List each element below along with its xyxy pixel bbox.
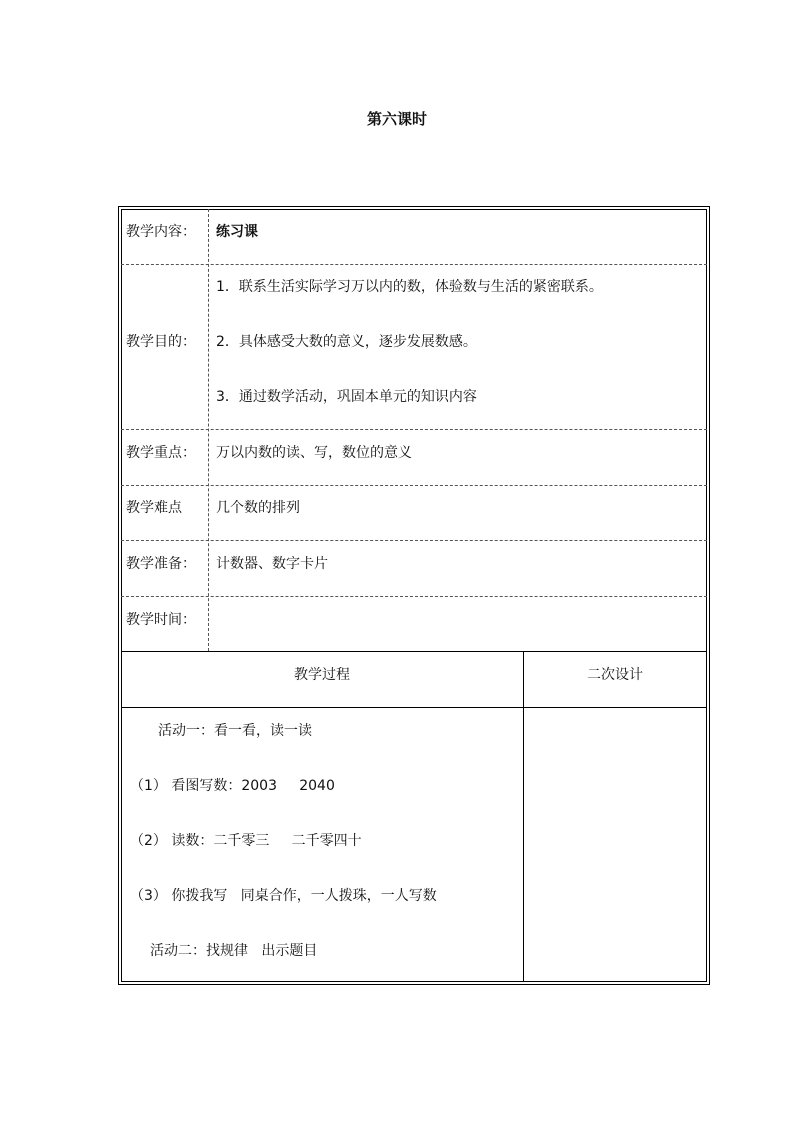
difficulty-value: 几个数的排列 bbox=[216, 500, 300, 516]
row-divider bbox=[121, 651, 707, 652]
objective-item: 1．联系生活实际学习万以内的数，体验数与生活的紧密联系。 bbox=[216, 279, 603, 295]
objective-item: 2．具体感受大数的意义，逐步发展数感。 bbox=[216, 334, 477, 350]
objective-item: 3．通过数学活动，巩固本单元的知识内容 bbox=[216, 389, 477, 405]
time-label: 教学时间： bbox=[126, 612, 196, 628]
column-divider bbox=[523, 651, 524, 982]
objective-label: 教学目的： bbox=[126, 334, 196, 350]
difficulty-label: 教学难点 bbox=[126, 500, 182, 516]
design-header: 二次设计 bbox=[587, 667, 643, 683]
process-line: （1） 看图写数：2003 2040 bbox=[130, 778, 335, 794]
process-header: 教学过程 bbox=[294, 667, 350, 683]
key-point-value: 万以内数的读、写，数位的意义 bbox=[216, 445, 412, 461]
key-point-label: 教学重点： bbox=[126, 445, 196, 461]
process-line: 活动二：找规律 出示题目 bbox=[150, 943, 318, 959]
page-title: 第六课时 bbox=[366, 110, 427, 128]
content-value: 练习课 bbox=[216, 224, 258, 240]
row-divider bbox=[121, 707, 707, 708]
process-line: （2） 读数：二千零三 二千零四十 bbox=[130, 833, 362, 849]
content-label: 教学内容： bbox=[126, 224, 196, 240]
preparation-label: 教学准备： bbox=[126, 556, 196, 572]
process-line: 活动一：看一看，读一读 bbox=[158, 723, 312, 739]
preparation-value: 计数器、数字卡片 bbox=[216, 556, 328, 572]
process-line: （3） 你拨我写 同桌合作，一人拨珠，一人写数 bbox=[130, 888, 437, 904]
column-divider bbox=[208, 209, 209, 651]
